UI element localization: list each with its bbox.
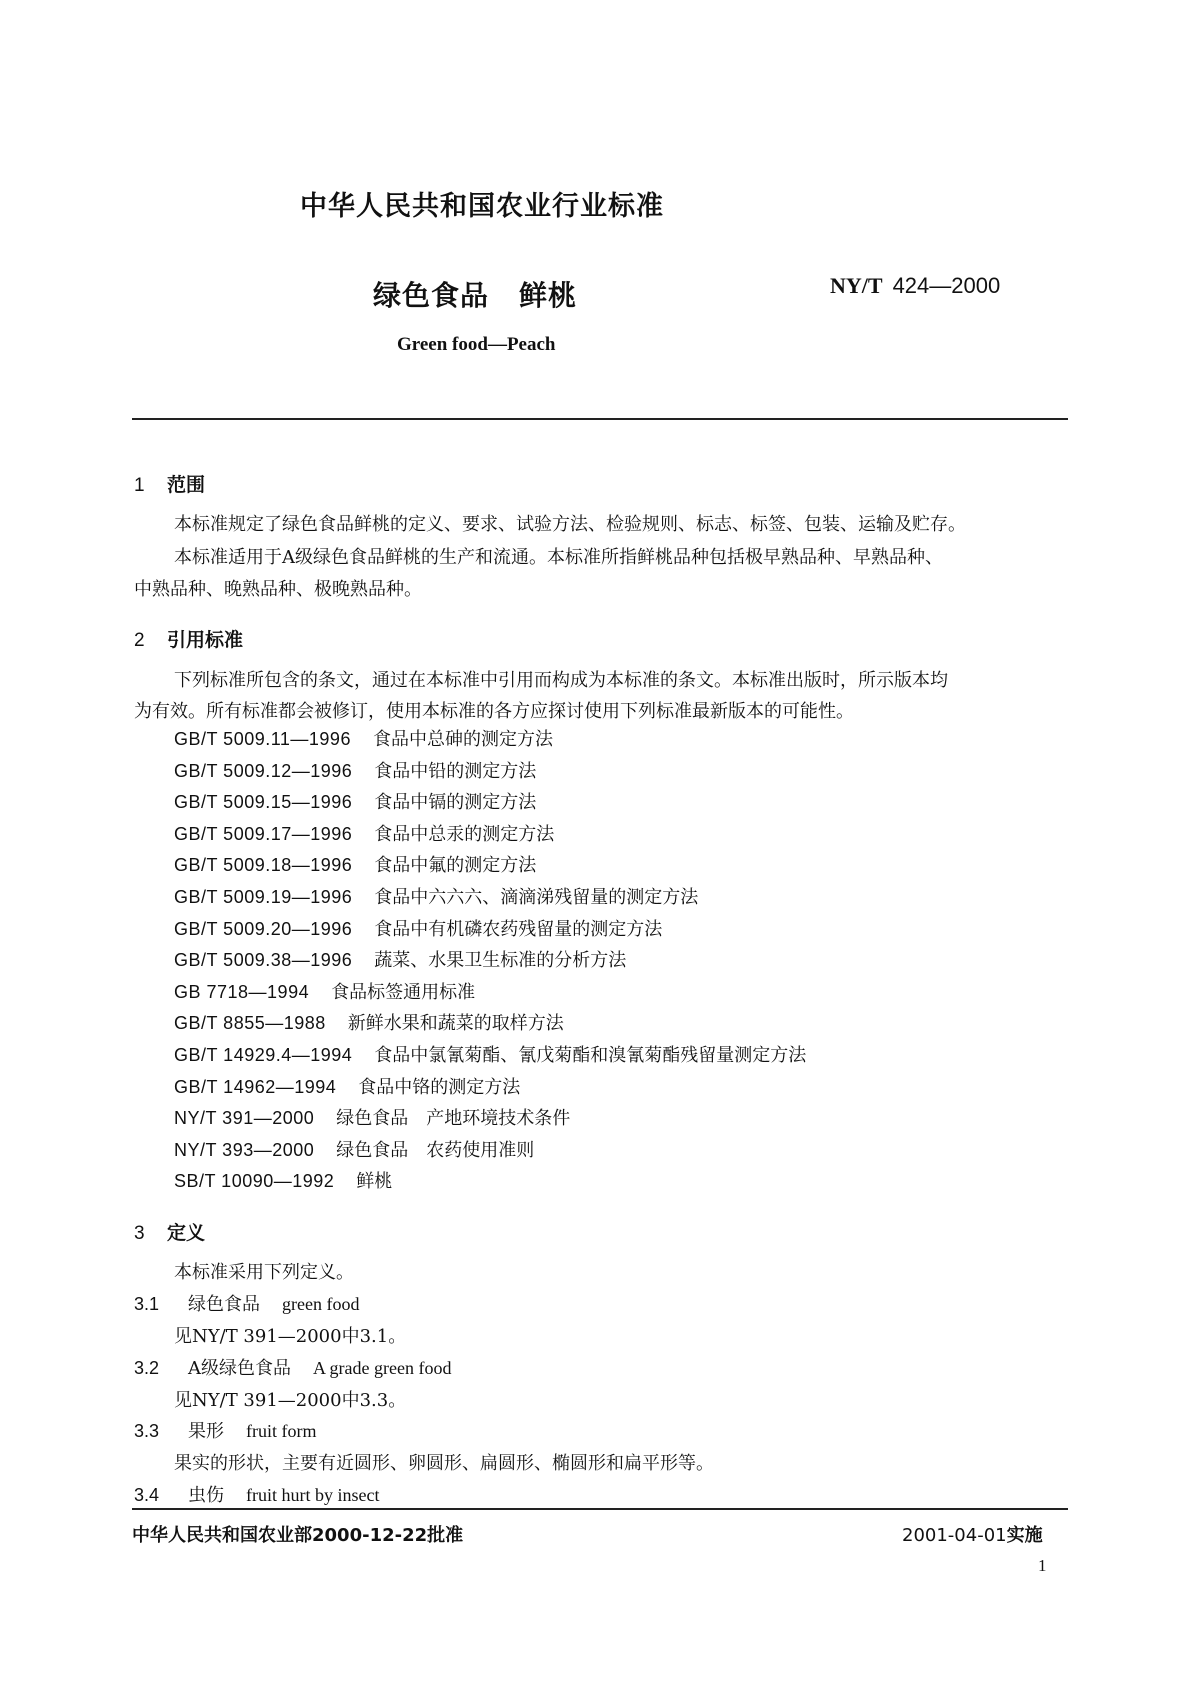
definition-term-cn: 果形	[188, 1421, 224, 1442]
definition-term-cn: 绿色食品	[188, 1294, 260, 1315]
definition-3-4-heading	[134, 1481, 379, 1507]
section-3-heading	[134, 1218, 205, 1245]
reference-item	[174, 787, 806, 819]
definition-term-en: A grade green food	[313, 1358, 452, 1378]
reference-item	[174, 1135, 806, 1167]
reference-item	[174, 882, 806, 914]
approval-line: 中华人民共和国农业部2000-12-22批准	[132, 1525, 464, 1546]
section-1-paragraph-1: 本标准规定了绿色食品鲜桃的定义、要求、试验方法、检验规则、标志、标签、包装、运输及贮存。	[174, 514, 966, 535]
definition-3-2-heading	[134, 1354, 451, 1380]
reference-code: GB/T 5009.15—1996	[174, 792, 353, 813]
reference-title: 食品中氟的测定方法	[374, 855, 537, 877]
reference-title: 食品中总砷的测定方法	[372, 729, 553, 750]
definition-3-1-heading	[134, 1290, 359, 1316]
section-title: 范围	[167, 474, 206, 496]
standard-name: 中华人民共和国农业行业标准	[300, 191, 664, 222]
section-3-intro: 本标准采用下列定义。	[174, 1262, 354, 1283]
reference-code: GB/T 5009.17—1996	[174, 823, 353, 844]
reference-code: GB 7718—1994	[174, 981, 310, 1002]
section-number: 2	[134, 630, 145, 651]
definition-3-1-body: 见NY/T 391—2000中3.1。	[174, 1326, 407, 1347]
reference-item	[174, 1008, 806, 1040]
code-number: 424—2000	[892, 273, 1001, 298]
title-part-2: 鲜桃	[519, 279, 578, 312]
reference-title: 新鲜水果和蔬菜的取样方法	[347, 1013, 564, 1035]
implementation-label: 实施	[1006, 1525, 1043, 1546]
definition-3-2-body: 见NY/T 391—2000中3.3。	[174, 1390, 407, 1411]
reference-list	[174, 724, 806, 1198]
reference-title: 食品标签通用标准	[331, 981, 476, 1003]
definition-number: 3.2	[134, 1358, 160, 1378]
reference-item	[174, 1166, 806, 1198]
section-1-heading	[134, 470, 205, 497]
definition-term-en: fruit hurt by insect	[246, 1485, 380, 1505]
reference-item	[174, 724, 806, 756]
reference-code: GB/T 14962—1994	[174, 1076, 337, 1097]
reference-code: GB/T 5009.19—1996	[174, 886, 353, 907]
definition-term-en: green food	[282, 1294, 360, 1314]
title-part-1: 绿色食品	[373, 279, 490, 312]
definition-number: 3.1	[134, 1294, 160, 1314]
reference-item	[174, 945, 806, 977]
reference-code: SB/T 10090—1992	[174, 1171, 335, 1192]
reference-item	[174, 1040, 806, 1072]
definition-number: 3.4	[134, 1485, 160, 1505]
implementation-line	[902, 1521, 1043, 1547]
reference-title: 绿色食品 产地环境技术条件	[336, 1108, 571, 1130]
reference-code: NY/T 391—2000	[174, 1108, 315, 1129]
reference-code: GB/T 5009.12—1996	[174, 760, 353, 781]
reference-title: 食品中铬的测定方法	[358, 1076, 521, 1098]
section-number: 3	[134, 1223, 145, 1244]
reference-title: 食品中总汞的测定方法	[374, 823, 555, 845]
reference-title: 食品中有机磷农药残留量的测定方法	[374, 918, 663, 940]
code-prefix: NY/T	[830, 273, 883, 298]
section-title: 定义	[167, 1222, 206, 1244]
reference-code: GB/T 5009.38—1996	[174, 950, 353, 971]
reference-item	[174, 977, 806, 1009]
reference-title: 食品中氯氰菊酯、氰戊菊酯和溴氰菊酯残留量测定方法	[374, 1044, 807, 1066]
section-number: 1	[134, 475, 145, 496]
reference-code: GB/T 5009.20—1996	[174, 918, 353, 939]
reference-code: GB/T 5009.11—1996	[174, 729, 351, 749]
definition-term-cn: 虫伤	[188, 1485, 224, 1506]
reference-code: GB/T 5009.18—1996	[174, 855, 353, 876]
definition-term-cn: A级绿色食品	[188, 1358, 291, 1379]
reference-item	[174, 819, 806, 851]
reference-title: 食品中六六六、滴滴涕残留量的测定方法	[374, 886, 699, 908]
reference-item	[174, 756, 806, 788]
reference-title: 绿色食品 农药使用准则	[336, 1139, 535, 1161]
reference-code: GB/T 8855—1988	[174, 1013, 326, 1034]
section-2-heading	[134, 625, 243, 652]
section-title: 引用标准	[167, 629, 244, 651]
standard-code	[830, 273, 1000, 299]
reference-item	[174, 914, 806, 946]
section-1-paragraph-2-line-1: 本标准适用于A级绿色食品鲜桃的生产和流通。本标准所指鲜桃品种包括极早熟品种、早熟品种、	[174, 547, 943, 568]
section-1-paragraph-2-line-2: 中熟品种、晚熟品种、极晚熟品种。	[134, 579, 422, 600]
reference-code: GB/T 14929.4—1994	[174, 1044, 353, 1065]
section-2-intro-line-1: 下列标准所包含的条文，通过在本标准中引用而构成为本标准的条文。本标准出版时，所示版本均	[174, 670, 948, 691]
definition-term-en: fruit form	[246, 1421, 317, 1441]
reference-title: 食品中铅的测定方法	[374, 760, 537, 782]
reference-item	[174, 850, 806, 882]
implementation-date: 2001-04-01	[902, 1525, 1007, 1546]
reference-title: 蔬菜、水果卫生标准的分析方法	[374, 950, 627, 972]
footer-divider	[132, 1508, 1068, 1510]
definition-3-3-body: 果实的形状，主要有近圆形、卵圆形、扁圆形、椭圆形和扁平形等。	[174, 1453, 714, 1474]
definition-number: 3.3	[134, 1421, 160, 1441]
document-title	[373, 274, 577, 314]
definition-3-3-heading	[134, 1417, 316, 1443]
page-number: 1	[1038, 1556, 1047, 1575]
reference-code: NY/T 393—2000	[174, 1139, 315, 1160]
reference-title: 食品中镉的测定方法	[374, 792, 537, 814]
reference-item	[174, 1103, 806, 1135]
header-divider	[132, 418, 1068, 420]
reference-title: 鲜桃	[356, 1171, 393, 1193]
english-title: Green food—Peach	[397, 334, 556, 355]
section-2-intro-line-2: 为有效。所有标准都会被修订，使用本标准的各方应探讨使用下列标准最新版本的可能性。	[134, 701, 854, 722]
reference-item	[174, 1072, 806, 1104]
